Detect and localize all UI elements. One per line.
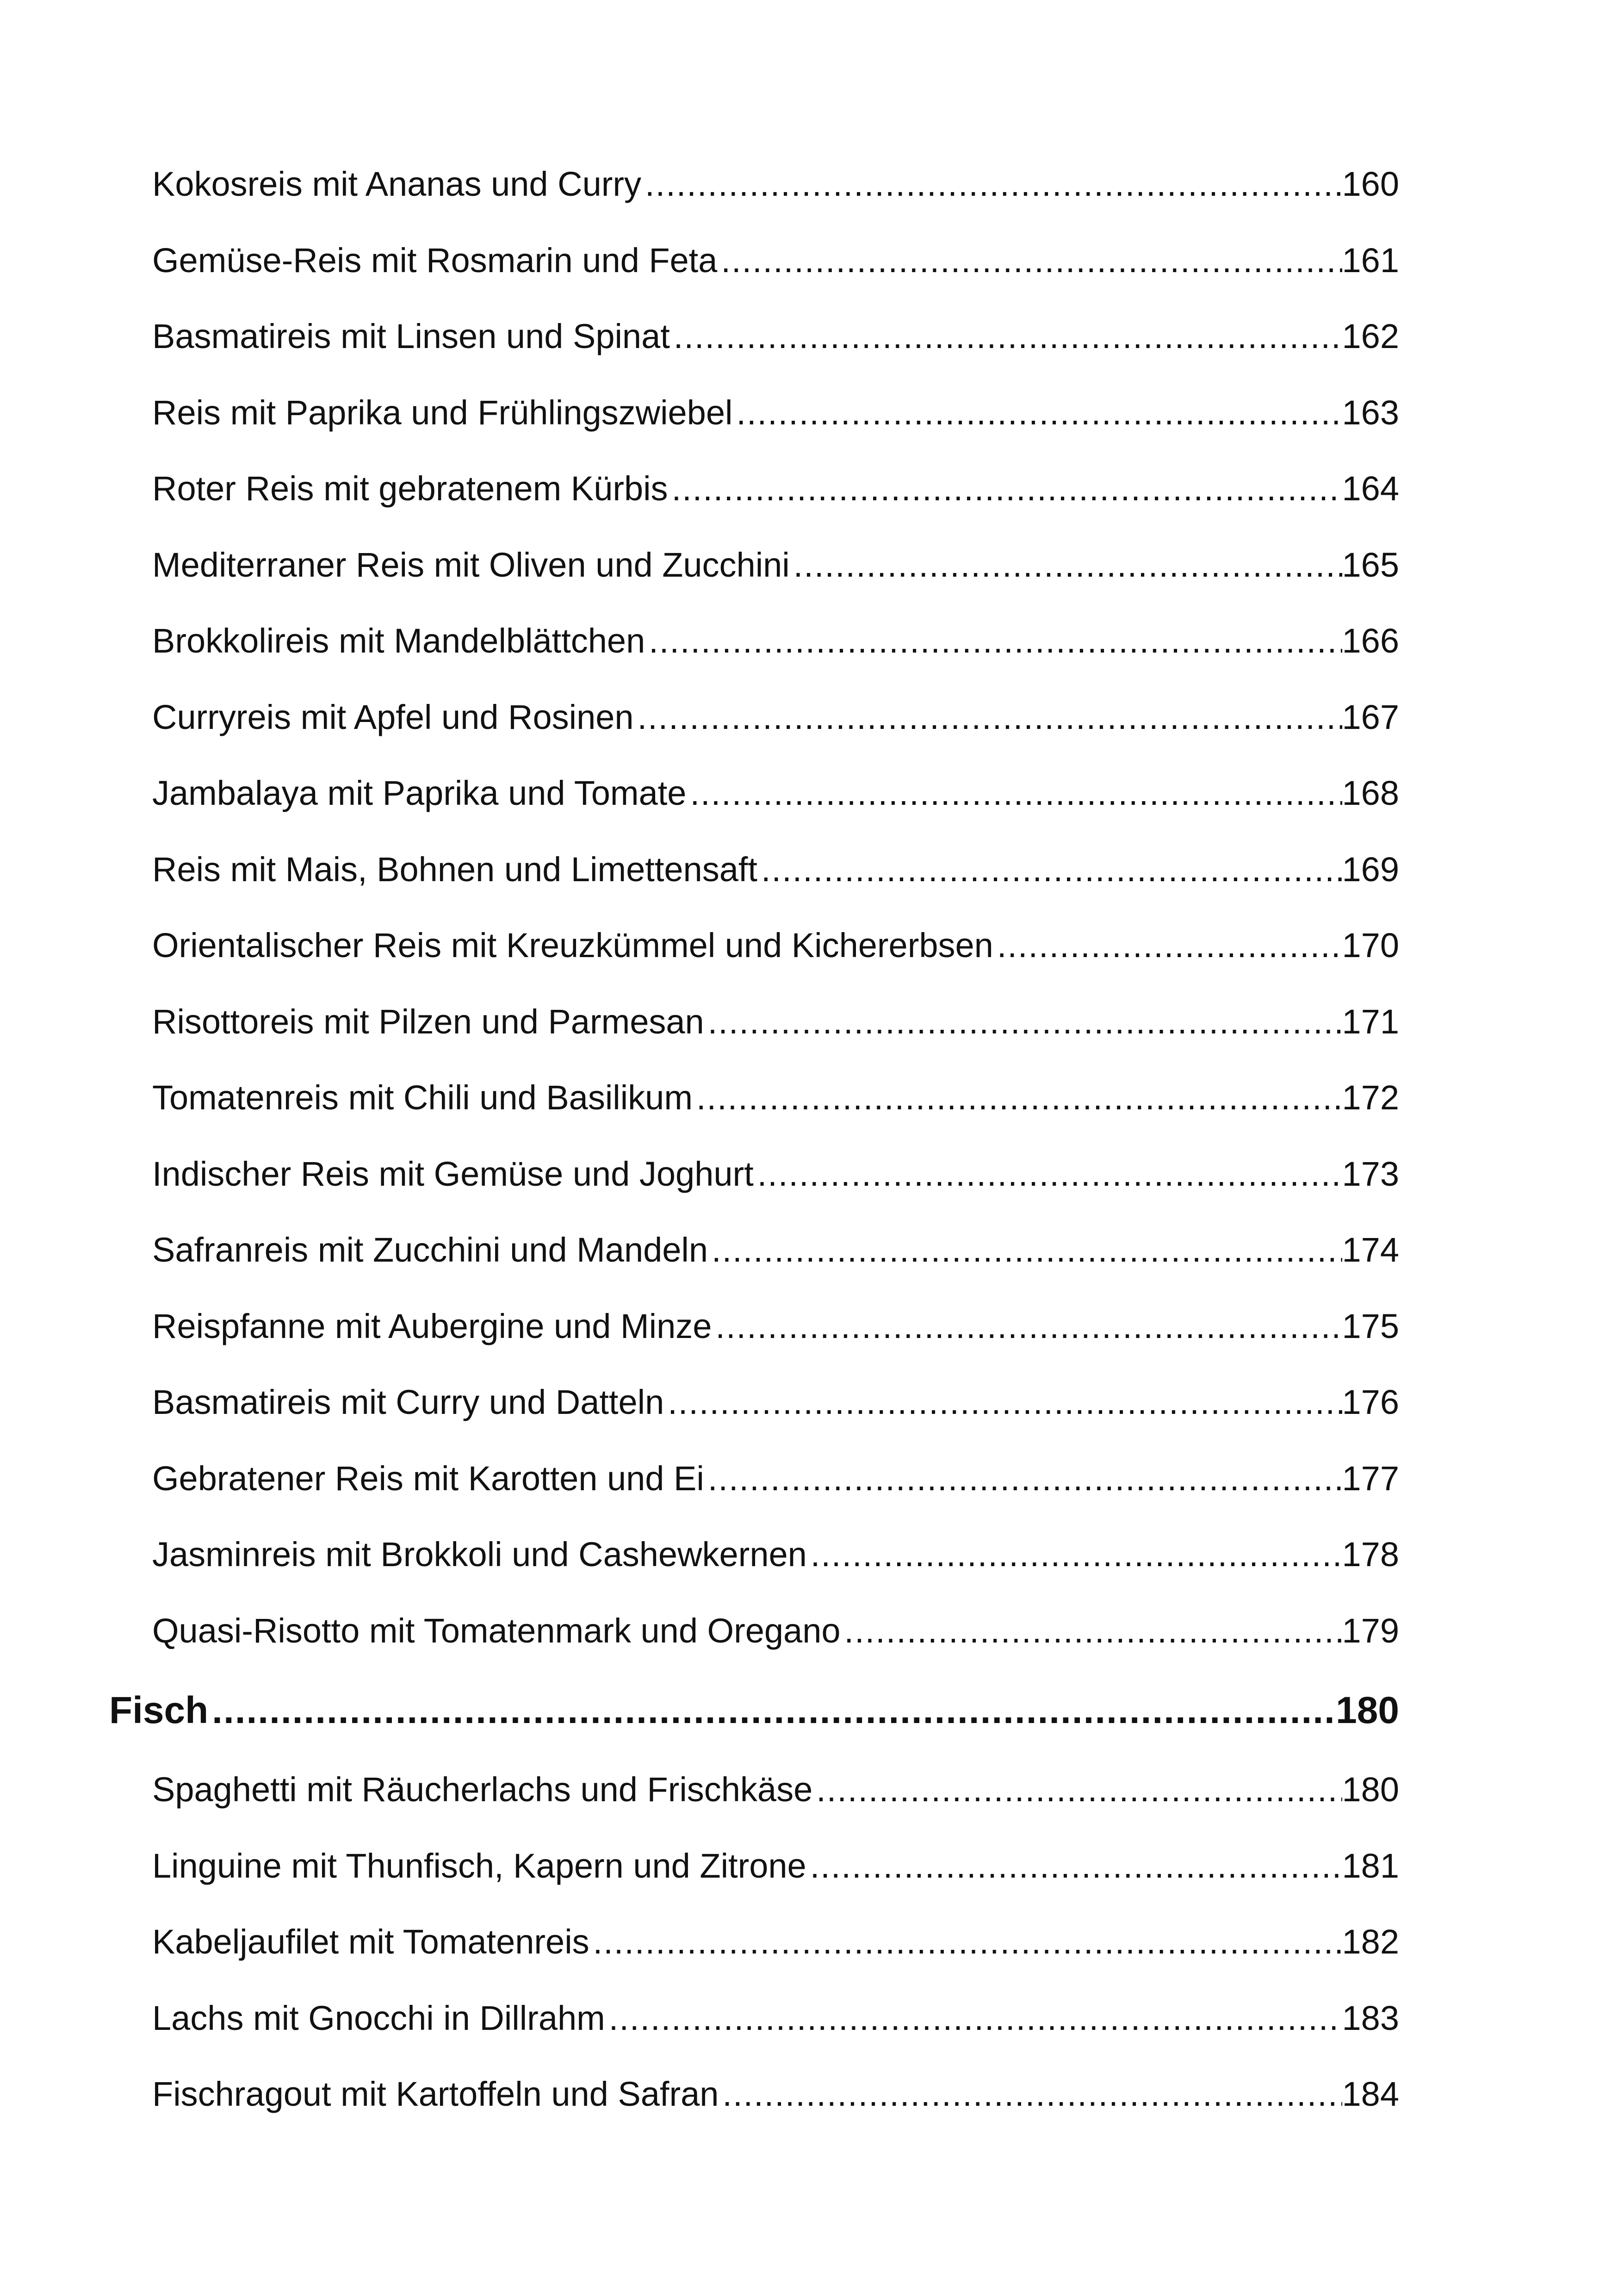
dot-leader: [993, 926, 1342, 965]
entry-page-number: 167: [1342, 697, 1399, 736]
toc-entry[interactable]: [109, 1382, 1399, 1459]
entry-page-number: 177: [1342, 1459, 1399, 1498]
dot-leader: [645, 621, 1342, 660]
toc-entry[interactable]: [109, 1002, 1399, 1078]
entry-title: Orientalischer Reis mit Kreuzkümmel und Kichererbsen: [152, 926, 993, 964]
entry-title: Jasminreis mit Brokkoli und Cashewkernen: [152, 1535, 807, 1574]
entry-page-number: 169: [1342, 850, 1399, 889]
toc-entry[interactable]: [109, 1307, 1399, 1383]
entry-title: Jambalaya mit Paprika und Tomate: [152, 774, 687, 812]
entry-title: Basmatireis mit Linsen und Spinat: [152, 317, 670, 355]
dot-leader: [807, 1535, 1342, 1574]
entry-page-number: 164: [1342, 469, 1399, 508]
entry-title: Quasi-Risotto mit Tomatenmark und Oregano: [152, 1611, 841, 1650]
dot-leader: [704, 1002, 1342, 1041]
entry-page-number: 181: [1342, 1846, 1399, 1885]
dot-leader: [841, 1611, 1342, 1650]
entry-title: Gebratener Reis mit Karotten und Ei: [152, 1459, 704, 1498]
entry-page-number: 161: [1342, 241, 1399, 280]
entry-title: Indischer Reis mit Gemüse und Joghurt: [152, 1154, 754, 1193]
entry-title: Kabeljaufilet mit Tomatenreis: [152, 1923, 589, 1961]
dot-leader: [664, 1382, 1342, 1422]
toc-entry[interactable]: [109, 850, 1399, 926]
dot-leader: [589, 1922, 1342, 1961]
table-of-contents: [109, 164, 1399, 2151]
entry-page-number: 178: [1342, 1535, 1399, 1574]
dot-leader: [668, 469, 1342, 508]
entry-title: Safranreis mit Zucchini und Mandeln: [152, 1231, 708, 1269]
dot-leader: [693, 1078, 1342, 1117]
toc-entry[interactable]: [109, 1230, 1399, 1307]
entry-page-number: 176: [1342, 1383, 1399, 1421]
toc-entry[interactable]: [109, 621, 1399, 697]
entry-page-number: 175: [1342, 1307, 1399, 1345]
entry-title: Basmatireis mit Curry und Datteln: [152, 1383, 664, 1421]
entry-page-number: 170: [1342, 926, 1399, 964]
section-title: Fisch: [109, 1689, 209, 1731]
dot-leader: [208, 1689, 1336, 1732]
dot-leader: [704, 1459, 1342, 1498]
entry-page-number: 168: [1342, 774, 1399, 812]
toc-entry[interactable]: [109, 1535, 1399, 1611]
entry-title: Mediterraner Reis mit Oliven und Zucchini: [152, 545, 790, 584]
toc-entry[interactable]: [109, 1611, 1399, 1687]
toc-entry[interactable]: [109, 1078, 1399, 1154]
toc-entry[interactable]: [109, 1846, 1399, 1923]
toc-entry[interactable]: [109, 393, 1399, 469]
dot-leader: [719, 2074, 1342, 2114]
section-page-number: 180: [1336, 1689, 1399, 1731]
entry-page-number: 165: [1342, 545, 1399, 584]
entry-title: Brokkolireis mit Mandelblättchen: [152, 622, 645, 660]
entry-page-number: 174: [1342, 1231, 1399, 1269]
entry-page-number: 183: [1342, 1998, 1399, 2037]
entry-title: Reis mit Paprika und Frühlingszwiebel: [152, 393, 733, 432]
toc-section-heading[interactable]: [109, 1689, 1399, 1768]
dot-leader: [757, 850, 1342, 889]
dot-leader: [790, 545, 1342, 585]
entry-page-number: 179: [1342, 1611, 1399, 1650]
entry-title: Gemüse-Reis mit Rosmarin und Feta: [152, 241, 718, 280]
entry-page-number: 166: [1342, 622, 1399, 660]
dot-leader: [708, 1230, 1342, 1269]
entry-page-number: 163: [1342, 393, 1399, 432]
dot-leader: [686, 773, 1342, 813]
toc-entry[interactable]: [109, 697, 1399, 774]
dot-leader: [806, 1846, 1342, 1885]
entry-title: Fischragout mit Kartoffeln und Safran: [152, 2075, 719, 2113]
entry-title: Risottoreis mit Pilzen und Parmesan: [152, 1002, 704, 1041]
toc-entry[interactable]: [109, 164, 1399, 241]
toc-entry[interactable]: [109, 1154, 1399, 1231]
dot-leader: [812, 1770, 1342, 1809]
dot-leader: [605, 1998, 1342, 2038]
entry-title: Roter Reis mit gebratenem Kürbis: [152, 469, 668, 508]
entry-page-number: 162: [1342, 317, 1399, 355]
toc-entry[interactable]: [109, 1922, 1399, 1998]
dot-leader: [732, 393, 1342, 432]
dot-leader: [712, 1307, 1342, 1346]
dot-leader: [717, 241, 1342, 280]
dot-leader: [754, 1154, 1342, 1194]
toc-entry[interactable]: [109, 469, 1399, 545]
entry-page-number: 160: [1342, 165, 1399, 203]
entry-title: Linguine mit Thunfisch, Kapern und Zitrone: [152, 1846, 806, 1885]
entry-title: Lachs mit Gnocchi in Dillrahm: [152, 1998, 605, 2037]
toc-entry[interactable]: [109, 241, 1399, 317]
toc-entry[interactable]: [109, 1459, 1399, 1535]
toc-entry[interactable]: [109, 1998, 1399, 2075]
toc-entry[interactable]: [109, 926, 1399, 1002]
toc-entry[interactable]: [109, 317, 1399, 393]
entry-title: Reispfanne mit Aubergine und Minze: [152, 1307, 712, 1345]
entry-title: Kokosreis mit Ananas und Curry: [152, 165, 642, 203]
entry-page-number: 173: [1342, 1154, 1399, 1193]
dot-leader: [634, 697, 1342, 737]
entry-page-number: 182: [1342, 1923, 1399, 1961]
entry-page-number: 172: [1342, 1078, 1399, 1117]
entry-page-number: 180: [1342, 1770, 1399, 1809]
entry-title: Reis mit Mais, Bohnen und Limettensaft: [152, 850, 757, 889]
toc-entry[interactable]: [109, 2074, 1399, 2151]
entry-title: Tomatenreis mit Chili und Basilikum: [152, 1078, 693, 1117]
dot-leader: [670, 317, 1342, 356]
entry-title: Curryreis mit Apfel und Rosinen: [152, 697, 634, 736]
toc-entry[interactable]: [109, 773, 1399, 850]
dot-leader: [641, 164, 1342, 204]
entry-title: Spaghetti mit Räucherlachs und Frischkäse: [152, 1770, 813, 1809]
entry-page-number: 184: [1342, 2075, 1399, 2113]
toc-entry[interactable]: [109, 1770, 1399, 1846]
entry-page-number: 171: [1342, 1002, 1399, 1041]
toc-entry[interactable]: [109, 545, 1399, 622]
